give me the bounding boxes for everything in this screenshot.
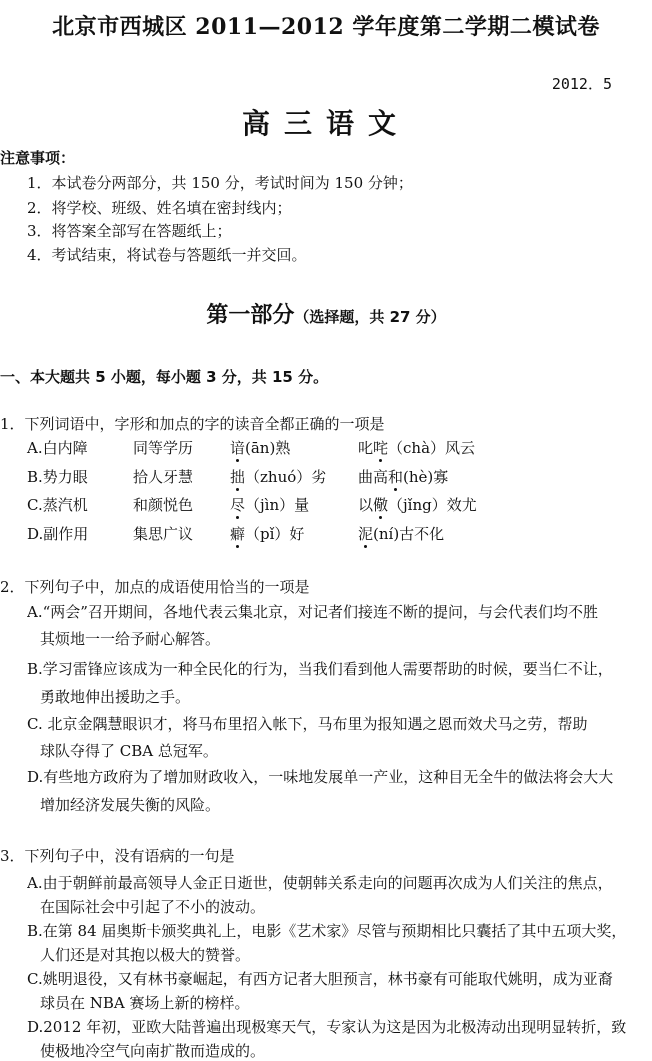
q2-option-a: A.“两会”召开期间，各地代表云集北京，对记者们接连不断的提问，与会代表们均不胜 xyxy=(27,603,598,621)
notice-item: 2．将学校、班级、姓名填在密封线内； xyxy=(27,199,292,217)
q2-option-d: D.有些地方政府为了增加财政收入，一味地发展单一产业，这种目无全牛的做法将会大大 xyxy=(27,768,614,786)
q2-option-c: C. 北京金隅慧眼识才，将马布里招入帐下，马布里为报知遇之恩而效犬马之劳，帮助 xyxy=(27,715,588,733)
part-subtitle: （选择题，共 27 分） xyxy=(294,308,446,326)
q3-option-a-cont: 在国际社会中引起了不小的波动。 xyxy=(40,898,266,916)
part-title: 第一部分 xyxy=(206,302,295,328)
part-heading xyxy=(0,298,652,329)
q1-option-b-word3: 拙（zhuó）劣 xyxy=(230,468,327,486)
exam-title: 北京市西城区 2011—2012 学年度第二学期二模试卷 xyxy=(52,14,600,40)
q2-option-b: B.学习雷锋应该成为一种全民化的行为，当我们看到他人需要帮助的时候，要当仁不让， xyxy=(27,660,613,678)
subject-title: 高三语文 xyxy=(241,107,410,140)
exam-date: 2012．5 xyxy=(551,75,612,93)
q1-option-d-word1: D.副作用 xyxy=(27,525,89,543)
q1-option-b-word1: B.势力眼 xyxy=(27,468,88,486)
q1-option-d-word2: 集思广议 xyxy=(133,525,194,543)
q1-option-d-word3: 癖（pǐ）好 xyxy=(230,525,305,543)
q2-option-a-cont: 其烦地一一给予耐心解答。 xyxy=(40,630,221,648)
notice-item: 1．本试卷分两部分，共 150 分，考试时间为 150 分钟； xyxy=(27,174,413,192)
q3-option-b: B.在第 84 届奥斯卡颁奖典礼上，电影《艺术家》尽管与预期相比只囊括了其中五项大奖， xyxy=(27,922,627,940)
notice-heading: 注意事项： xyxy=(0,149,76,167)
q1-option-b-word2: 拾人牙慧 xyxy=(133,468,194,486)
q1-option-c-word1: C.蒸汽机 xyxy=(27,496,88,514)
q2-option-b-cont: 勇敢地伸出援助之手。 xyxy=(40,688,191,706)
section-heading: 一、本大题共 5 小题，每小题 3 分，共 15 分。 xyxy=(0,368,329,386)
q3-option-d-cont: 使极地冷空气向南扩散而造成的。 xyxy=(40,1042,266,1060)
question-1-stem: 1．下列词语中，字形和加点的字的读音全都正确的一项是 xyxy=(0,415,385,433)
q1-option-a-word4: 叱咤（chà）风云 xyxy=(358,439,476,457)
q1-option-c-word3: 尽（jìn）量 xyxy=(230,496,310,514)
q3-option-c: C.姚明退役，又有林书豪崛起，有西方记者大胆预言，林书豪有可能取代姚明，成为亚裔 xyxy=(27,970,613,988)
q1-option-a-word2: 同等学历 xyxy=(133,439,194,457)
question-2-stem: 2．下列句子中，加点的成语使用恰当的一项是 xyxy=(0,578,310,596)
q1-option-a-word1: A.白内障 xyxy=(27,439,88,457)
notice-item: 3．将答案全部写在答题纸上； xyxy=(27,222,232,240)
q2-option-c-cont: 球队夺得了 CBA 总冠军。 xyxy=(40,742,218,760)
q3-option-d: D.2012 年初，亚欧大陆普遍出现极寒天气，专家认为这是因为北极涛动出现明显转折，致 xyxy=(27,1018,627,1036)
q1-option-d-word4: 泥(ní)古不化 xyxy=(358,525,445,543)
q1-option-c-word4: 以儆（jǐng）效尤 xyxy=(358,496,477,514)
q1-option-c-word2: 和颜悦色 xyxy=(133,496,194,514)
notice-item: 4．考试结束，将试卷与答题纸一并交回。 xyxy=(27,246,307,264)
question-3-stem: 3．下列句子中，没有语病的一句是 xyxy=(0,847,235,865)
q3-option-b-cont: 人们还是对其抱以极大的赞誉。 xyxy=(40,946,251,964)
q1-option-a-word3: 谙(ān)熟 xyxy=(230,439,291,457)
q3-option-c-cont: 球员在 NBA 赛场上新的榜样。 xyxy=(40,994,250,1012)
q2-option-d-cont: 增加经济发展失衡的风险。 xyxy=(40,796,221,814)
q3-option-a: A.由于朝鲜前最高领导人金正日逝世，使朝韩关系走向的问题再次成为人们关注的焦点， xyxy=(27,874,613,892)
q1-option-b-word4: 曲高和(hè)寡 xyxy=(358,468,449,486)
